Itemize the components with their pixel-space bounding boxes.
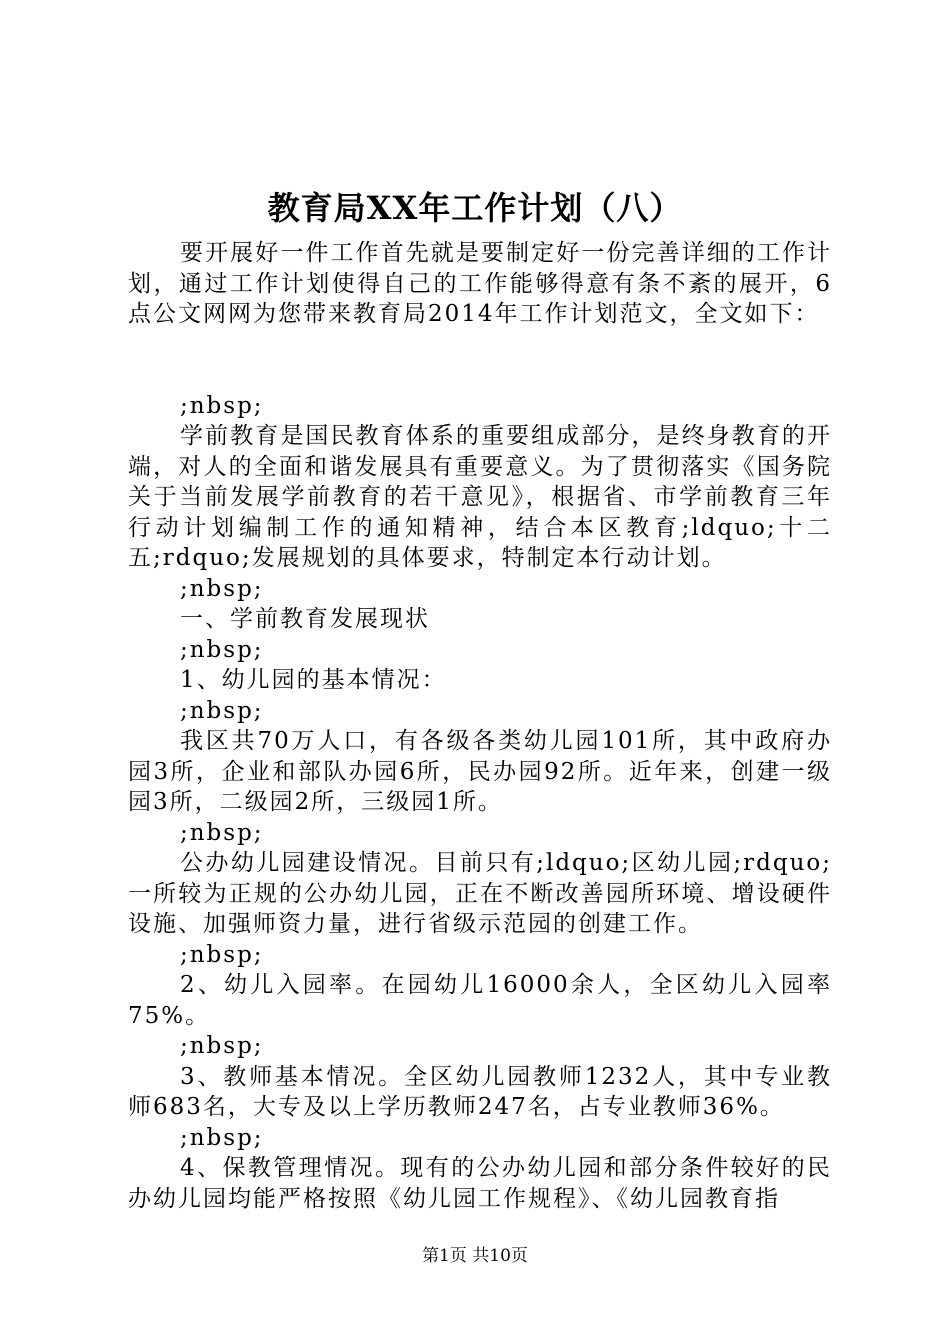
paragraph-4: 2、幼儿入园率。在园幼儿16000余人，全区幼儿入园率75%。 [128, 972, 832, 1029]
intro-paragraph: 要开展好一件工作首先就是要制定好一份完善详细的工作计划，通过工作计划使得自己的工作能够得意有条不紊的展开，6点公文网网为您带来教育局2014年工作计划范文，全文如下： [128, 240, 832, 327]
blank-gap [128, 330, 832, 391]
page-title: 教育局XX年工作计划（八） [267, 189, 683, 227]
paragraph-2: 我区共70万人口，有各级各类幼儿园101所，其中政府办园3所，企业和部队办园6所，民办园92所。近年来，创建一级园3所，二级园2所，三级园1所。 [128, 728, 832, 815]
nbsp-line: ;nbsp; [180, 697, 264, 724]
nbsp-line: ;nbsp; [180, 636, 264, 663]
section-heading-2: 1、幼儿园的基本情况： [180, 667, 447, 693]
nbsp-line: ;nbsp; [180, 1033, 264, 1059]
nbsp-line: ;nbsp; [180, 392, 264, 419]
nbsp-line: ;nbsp; [180, 1124, 264, 1151]
nbsp-line: ;nbsp; [180, 941, 264, 968]
nbsp-line: ;nbsp; [180, 819, 264, 846]
document-body [128, 238, 832, 1214]
page-footer: 第1页 共10页 [422, 1246, 528, 1266]
paragraph-5: 3、教师基本情况。全区幼儿园教师1232人，其中专业教师683名，大专及以上学历教师247名，占专业教师36%。 [128, 1063, 832, 1120]
section-heading-1: 一、学前教育发展现状 [180, 606, 430, 632]
paragraph-3: 公办幼儿园建设情况。目前只有;ldquo;区幼儿园;rdquo;一所较为正规的公办幼儿园，正在不断改善园所环境、增设硬件设施、加强师资力量，进行省级示范园的创建工作。 [128, 850, 832, 937]
nbsp-line: ;nbsp; [180, 575, 264, 602]
paragraph-1: 学前教育是国民教育体系的重要组成部分，是终身教育的开端，对人的全面和谐发展具有重要意义。为了贯彻落实《国务院关于当前发展学前教育的若干意见》，根据省、市学前教育三年行动计划编制工作的通知精神，结合本区教育;ldquo;十二五;rdquo;发展规划的具体要求，特制定本行动计划。 [128, 423, 832, 571]
paragraph-6: 4、保教管理情况。现有的公办幼儿园和部分条件较好的民办幼儿园均能严格按照《幼儿园工作规程》、《幼儿园教育指 [128, 1155, 832, 1212]
